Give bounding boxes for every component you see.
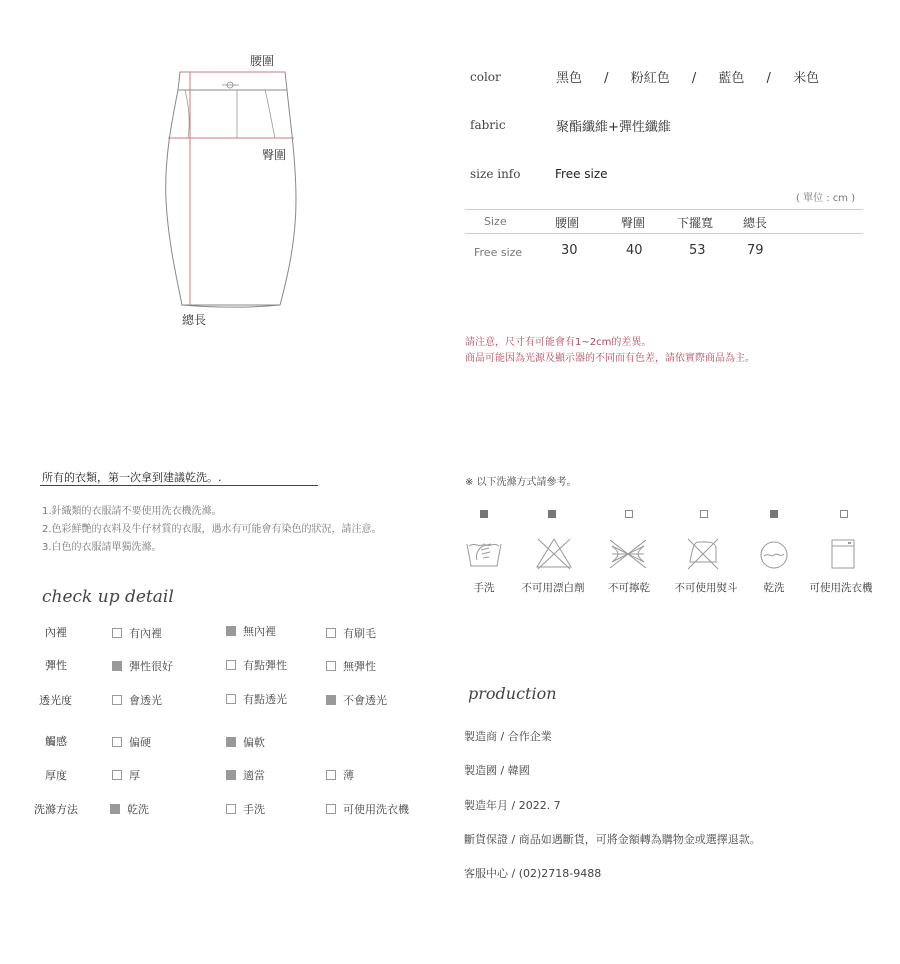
option-checkbox (326, 628, 336, 638)
option-checkbox (326, 661, 336, 671)
color-blue: 藍色 (718, 71, 745, 86)
option-checkbox (226, 737, 236, 747)
length-label: 總長 (182, 313, 207, 327)
detail-row-label: 洗滌方法 (34, 803, 78, 816)
size-table (465, 209, 863, 264)
table-cell: 53 (689, 243, 706, 258)
table-header: Size (484, 215, 507, 228)
option-checkbox (112, 770, 122, 780)
hip-label: 臀圍 (262, 148, 287, 162)
waist-label: 腰圍 (250, 54, 275, 68)
color-label: color (470, 70, 501, 84)
wash-label: 乾洗 (763, 582, 785, 594)
care-line: 3.白色的衣服請單獨洗滌。 (42, 542, 162, 553)
detail-option: 有內裡 (112, 625, 162, 641)
production-title: production (468, 684, 557, 703)
option-checkbox (112, 661, 122, 671)
no-iron-icon (684, 536, 722, 570)
detail-option: 可使用洗衣機 (326, 801, 409, 817)
detail-option: 會透光 (112, 692, 162, 708)
color-separator: / (691, 71, 697, 86)
wash-checkbox (548, 510, 556, 518)
size-info-label: size info (470, 167, 521, 181)
production-line: 製造國 / 韓國 (464, 764, 530, 777)
fabric-value: 聚酯纖維+彈性纖維 (556, 120, 671, 135)
detail-option: 厚 (112, 767, 140, 783)
option-checkbox (326, 695, 336, 705)
detail-option: 手洗 (226, 801, 265, 817)
no-bleach-icon (535, 536, 573, 570)
care-title-underline (40, 485, 318, 486)
detail-row-label: 內裡 (45, 626, 67, 639)
wash-checkbox (840, 510, 848, 518)
care-line: 2.色彩鮮艷的衣料及牛仔材質的衣服，遇水有可能會有染色的狀況，請注意。 (42, 524, 382, 535)
option-checkbox (226, 626, 236, 636)
color-separator: / (604, 71, 609, 86)
skirt-outline-icon (160, 50, 310, 330)
detail-option: 偏硬 (112, 734, 151, 750)
option-checkbox (112, 737, 122, 747)
table-cell: 40 (626, 243, 643, 258)
wash-label: 不可擰乾 (608, 582, 650, 594)
care-title: 所有的衣類，第一次拿到建議乾洗。. (42, 471, 222, 484)
table-cell: Free size (474, 246, 523, 259)
fabric-label: fabric (470, 118, 506, 132)
color-values (556, 67, 819, 86)
size-note: 請注意，尺寸有可能會有1~2cm的差異。 (465, 337, 652, 348)
production-line: 斷貨保證 / 商品如遇斷貨，可將金額轉為購物金或選擇退款。 (464, 833, 761, 846)
color-note: 商品可能因為光源及顯示器的不同而有色差，請依實際商品為主。 (465, 353, 755, 364)
detail-option: 無內裡 (226, 623, 276, 639)
detail-option: 不會透光 (326, 692, 387, 708)
detail-option: 有刷毛 (326, 625, 376, 641)
washing-machine-icon (830, 538, 856, 570)
option-checkbox (112, 628, 122, 638)
detail-row-label: 彈性 (45, 659, 67, 672)
wash-label: 不可用漂白劑 (521, 582, 585, 594)
option-checkbox (326, 770, 336, 780)
option-checkbox (226, 660, 236, 670)
table-header: 臀圍 (621, 216, 646, 230)
detail-option: 彈性很好 (112, 658, 173, 674)
no-wring-icon (608, 538, 648, 570)
detail-option: 偏軟 (226, 734, 265, 750)
wash-title: ※ 以下洗滌方式請參考。 (465, 477, 577, 488)
wash-checkbox (770, 510, 778, 518)
wash-label: 手洗 (473, 582, 495, 594)
option-checkbox (112, 695, 122, 705)
detail-option: 有點彈性 (226, 657, 287, 673)
table-header: 腰圍 (555, 216, 580, 230)
detail-title: check up detail (42, 587, 174, 607)
wash-checkbox (700, 510, 708, 518)
skirt-diagram (160, 50, 310, 330)
table-header: 總長 (743, 216, 768, 230)
wash-label: 不可使用熨斗 (674, 582, 738, 594)
production-line: 製造商 / 合作企業 (464, 730, 552, 743)
detail-option: 乾洗 (110, 801, 149, 817)
dry-clean-icon (759, 540, 789, 570)
color-separator: / (766, 71, 771, 86)
wash-checkbox (625, 510, 633, 518)
color-beige: 米色 (793, 71, 820, 86)
production-line: 客服中心 / (02)2718-9488 (464, 867, 602, 880)
detail-option: 薄 (326, 767, 354, 783)
option-checkbox (326, 804, 336, 814)
table-header: 下擺寬 (677, 216, 714, 230)
detail-option: 適當 (226, 767, 265, 783)
detail-row-label: 觸感 (45, 735, 67, 748)
detail-row-label: 厚度 (45, 769, 67, 782)
color-black: 黑色 (556, 71, 583, 86)
option-checkbox (110, 804, 120, 814)
wash-label: 可使用洗衣機 (809, 582, 873, 594)
size-info-value: Free size (555, 167, 608, 181)
care-line: 1.針織類的衣服請不要使用洗衣機洗滌。 (42, 506, 222, 517)
unit-note: ( 單位 : cm ) (796, 193, 856, 204)
option-checkbox (226, 804, 236, 814)
hand-wash-icon (465, 536, 503, 570)
production-line: 製造年月 / 2022. 7 (464, 799, 561, 812)
detail-row-label: 透光度 (39, 694, 72, 707)
wash-checkbox (480, 510, 488, 518)
table-cell: 30 (561, 243, 578, 258)
color-pink: 粉紅色 (630, 71, 670, 86)
detail-option: 有點透光 (226, 691, 287, 707)
option-checkbox (226, 694, 236, 704)
option-checkbox (226, 770, 236, 780)
detail-option: 無彈性 (326, 658, 376, 674)
table-cell: 79 (747, 243, 764, 258)
